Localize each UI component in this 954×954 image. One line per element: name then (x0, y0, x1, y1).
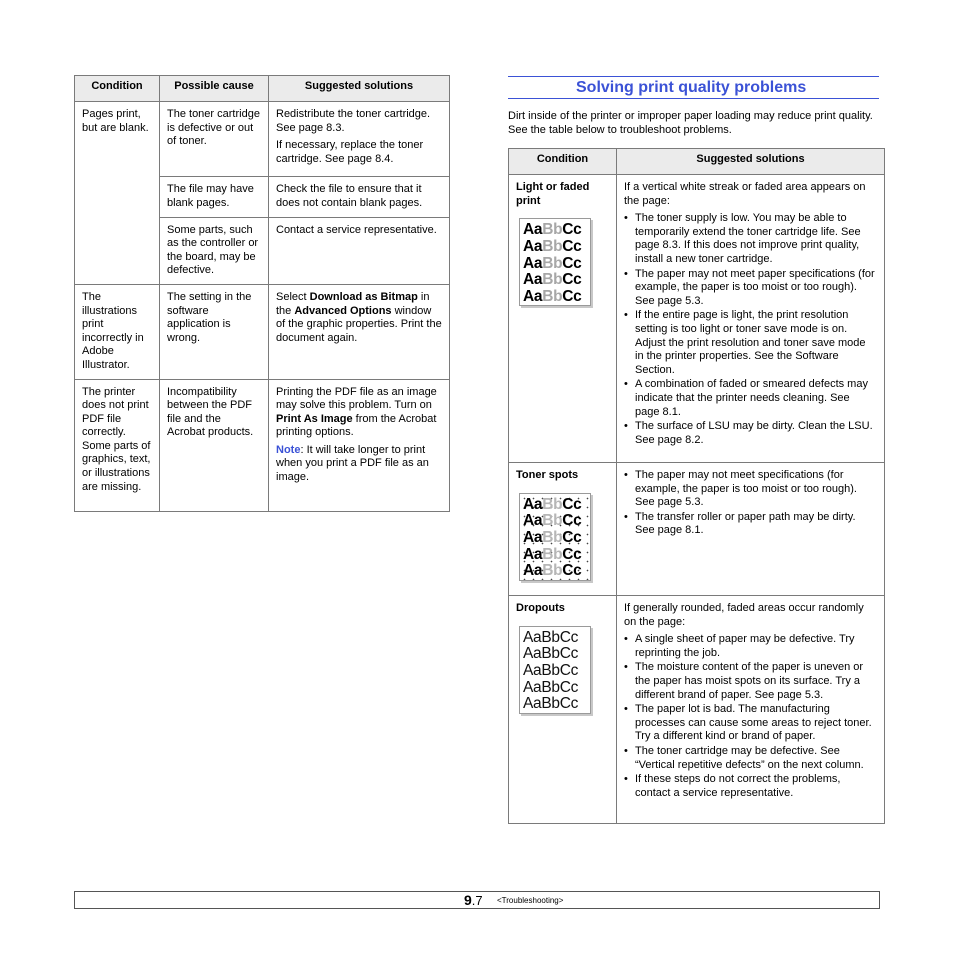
column-header: Suggested solutions (269, 76, 450, 102)
list-item: • A combination of faded or smeared defects may indicate that the printer needs cleaning. See page 8.1. (635, 378, 877, 419)
column-header: Possible cause (160, 76, 269, 102)
sample-line: AaBbCc (523, 645, 579, 663)
table-row (509, 596, 885, 824)
cause-cell: Incompatibility between the PDF file and the Acrobat products. (160, 379, 269, 511)
solution-cell (617, 463, 885, 596)
list-item: • The paper lot is bad. The manufacturing processes can cause some areas to reject toner. Try a different kind or brand of paper. (635, 703, 877, 744)
condition-cell: Pages print, but are blank. (75, 102, 160, 285)
condition-label: Dropouts (516, 602, 565, 614)
list-item: • The paper may not meet paper specifications (for example, the paper is too moist or too rough). See page 5.3. (635, 268, 877, 309)
solution-list (624, 212, 877, 447)
solution-cell: Contact a service representative. (269, 217, 450, 284)
condition-cell (509, 596, 617, 824)
list-item: • The paper may not meet specifications (for example, the paper is too moist or too rough). See page 5.3. (635, 469, 877, 510)
table-header-row (509, 149, 885, 175)
sample-line: AaBbCc (523, 221, 582, 239)
solution-cell: If a vertical white streak or faded area appears on the page: • The toner supply is low. You may be able to temporarily extend the toner cartridge life. See page 8.3. If this does not improve print quality, install a new toner cartridge. • The paper may not meet paper specifications (for example, the paper is too moist or too rough). See page 5.3. • If the entire page is light, the print resolution setting is too light or toner save mode is on. Adjust the print resolution and toner save mode in the printer properties. See the Software Section. • A combination of faded or smeared defects may indicate that the printer needs cleaning. See page 8.1. • The surface of LSU may be dirty. Clean the LSU. See page 8.2. (617, 175, 885, 463)
table-row (509, 463, 885, 596)
solution-list (624, 469, 877, 538)
sample-line: AaBbCc (523, 512, 582, 530)
column-header: Suggested solutions (617, 149, 885, 175)
page-footer (74, 891, 880, 909)
sample-line: AaBbCc (523, 662, 579, 679)
sample-line: AaBbCc (523, 678, 579, 696)
list-item: • If these steps do not correct the problems, contact a service representative. (635, 773, 877, 800)
toner-spots-sample-image (519, 493, 591, 581)
sample-line: AaBbCc (523, 628, 579, 646)
page-number: 9.7 (464, 892, 483, 908)
sample-line: AaBbCc (523, 271, 582, 289)
cause-cell: Some parts, such as the controller or the board, may be defective. (160, 217, 269, 284)
list-item: • The toner cartridge may be defective. See “Vertical repetitive defects” on the next column. (635, 745, 877, 772)
table-row (75, 102, 450, 177)
list-item: • The surface of LSU may be dirty. Clean the LSU. See page 8.2. (635, 420, 877, 447)
solution-cell: Check the file to ensure that it does not contain blank pages. (269, 177, 450, 217)
footer-section-name: <Troubleshooting> (497, 896, 564, 905)
cause-cell: The toner cartridge is defective or out of toner. (160, 102, 269, 177)
condition-cell: The illustrations print incorrectly in Adobe Illustrator. (75, 284, 160, 379)
solution-list (624, 633, 877, 800)
sample-line: AaBbCc (523, 254, 582, 272)
table-row (75, 284, 450, 379)
solution-cell: Select Download as Bitmap in the Advanced Options window of the graphic properties. Print the document again. (269, 284, 450, 379)
list-item: • A single sheet of paper may be defective. Try reprinting the job. (635, 633, 877, 660)
condition-cell: The printer does not print PDF file correctly. Some parts of graphics, text, or illustrations are missing. (75, 379, 160, 511)
list-item: • The transfer roller or paper path may be dirty. See page 8.1. (635, 511, 877, 538)
condition-label: Light or faded print (516, 181, 590, 207)
column-header: Condition (509, 149, 617, 175)
sample-line: AaBbCc (523, 695, 579, 713)
note-label: Note (276, 443, 301, 456)
condition-label: Toner spots (516, 469, 579, 481)
sample-line: AaBbCc (523, 545, 582, 563)
table-header-row (75, 76, 450, 102)
sample-line: AaBbCc (523, 529, 582, 546)
list-item: • The moisture content of the paper is uneven or the paper has moist spots on its surface. Try a different brand of paper. See page 5.3. (635, 661, 877, 702)
table-row (75, 379, 450, 511)
left-troubleshooting-table (74, 75, 450, 512)
condition-cell (509, 175, 617, 463)
list-item: • The toner supply is low. You may be able to temporarily extend the toner cartridge life. See page 8.3. If this does not improve print quality, install a new toner cartridge. (635, 212, 877, 266)
section-title: Solving print quality problems (508, 76, 879, 99)
section-intro: Dirt inside of the printer or improper paper loading may reduce print quality. See the table below to troubleshoot problems. (508, 110, 873, 136)
column-header: Condition (75, 76, 160, 102)
condition-cell (509, 463, 617, 596)
sample-line: AaBbCc (523, 495, 582, 513)
solution-cell: Printing the PDF file as an image may solve this problem. Turn on Print As Image from the Acrobat printing options. Note: It will take longer to print when you print a PDF file as an image. (269, 379, 450, 511)
solution-cell: If generally rounded, faded areas occur randomly on the page: • A single sheet of paper may be defective. Try reprinting the job. • The moisture content of the paper is uneven or the paper has moist spots on its surface. Try a different brand of paper. See page 5.3. • The paper lot is bad. The manufacturing processes can cause some areas to reject toner. Try a different kind or brand of paper. • The toner cartridge may be defective. See “Vertical repetitive defects” on the next column. • If these steps do not correct the problems, contact a service representative. (617, 596, 885, 824)
dropouts-sample-image (519, 626, 591, 714)
list-item: • If the entire page is light, the print resolution setting is too light or toner save mode is on. Adjust the print resolution and toner save mode in the printer properties. See the Software Section. (635, 309, 877, 377)
sample-line: AaBbCc (523, 237, 582, 255)
cause-cell: The setting in the software application is wrong. (160, 284, 269, 379)
light-print-sample-image (519, 218, 591, 306)
cause-cell: The file may have blank pages. (160, 177, 269, 217)
solution-cell: Redistribute the toner cartridge. See page 8.3. If necessary, replace the toner cartridge. See page 8.4. (269, 102, 450, 177)
sample-line: AaBbCc (523, 562, 582, 580)
print-quality-table (508, 148, 885, 824)
table-row (509, 175, 885, 463)
sample-line: AaBbCc (523, 288, 582, 305)
